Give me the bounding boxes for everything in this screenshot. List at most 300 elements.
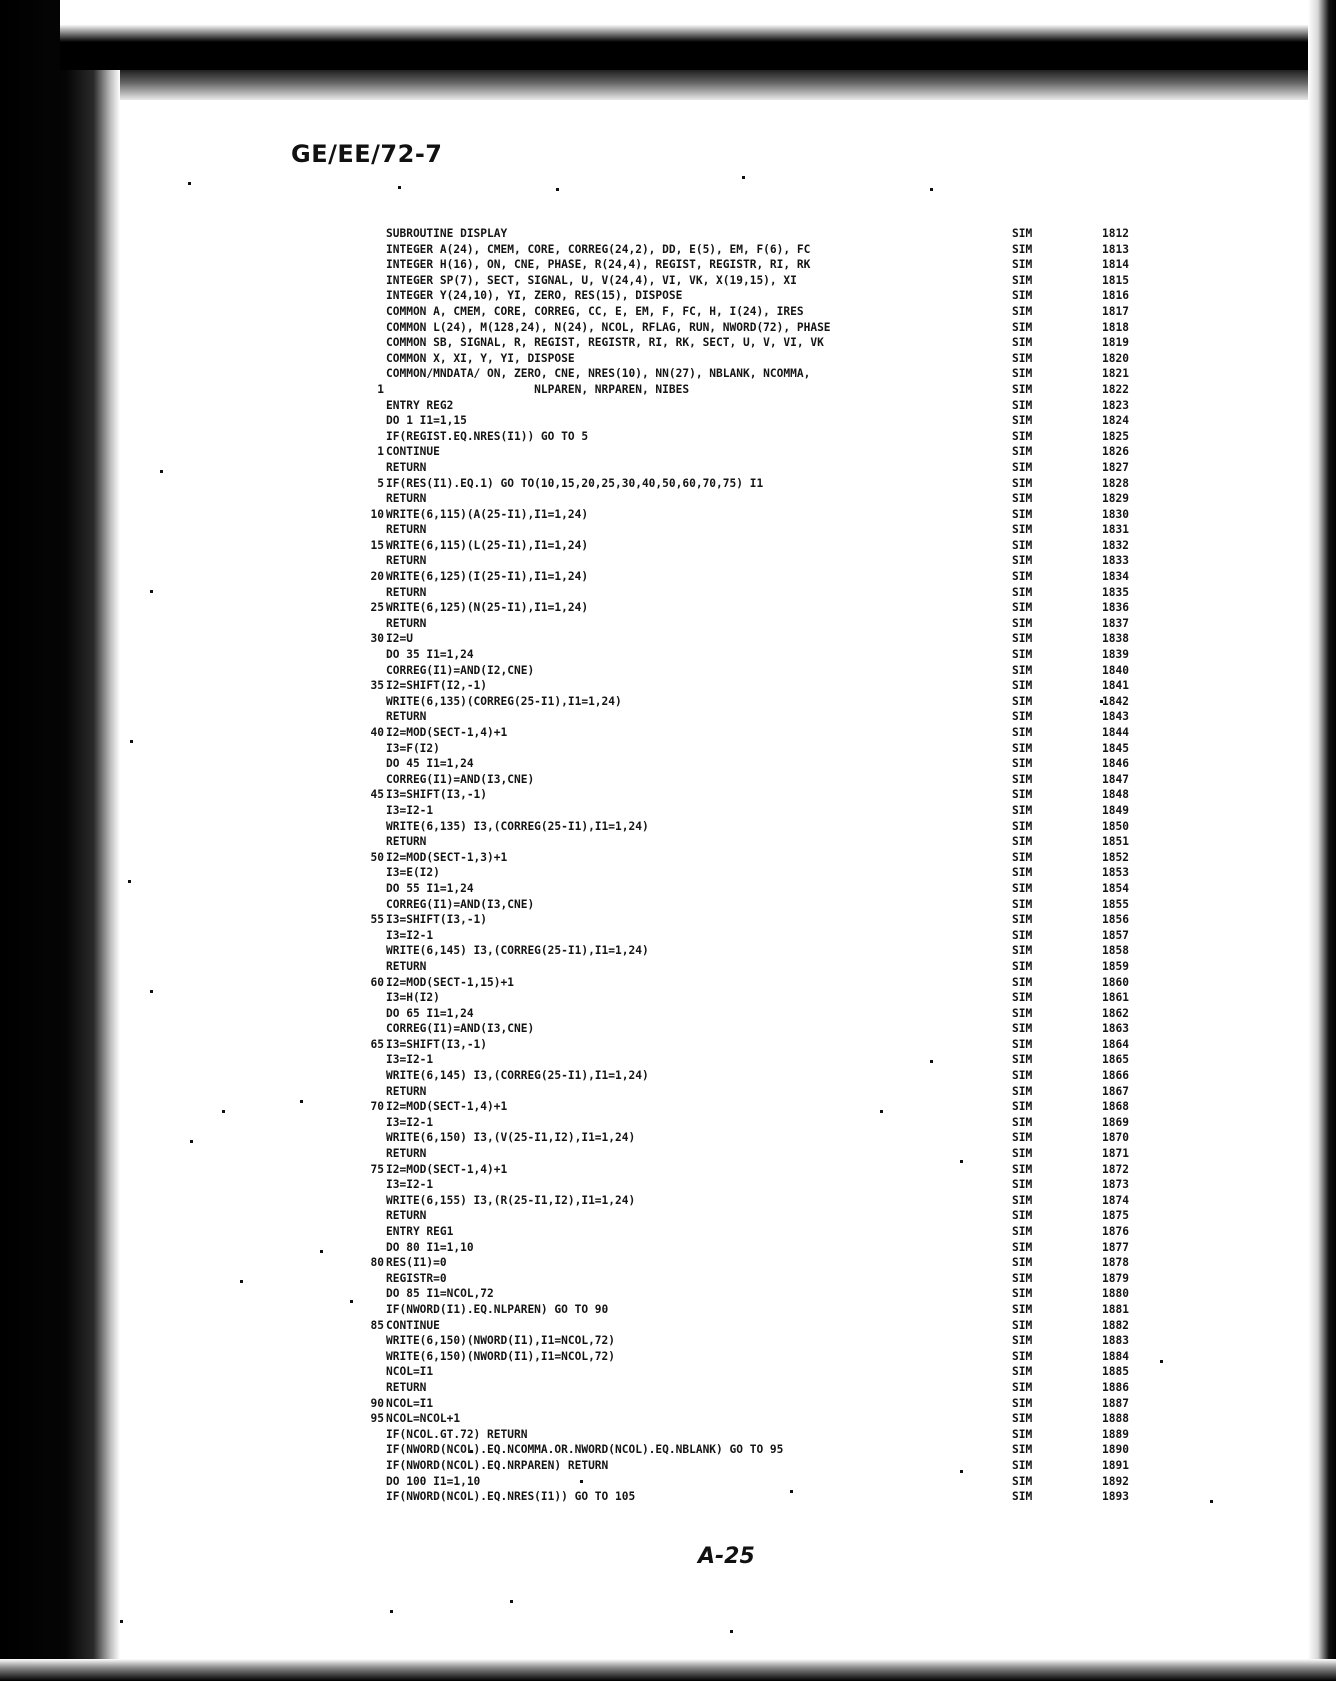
deck-id: SIM: [1012, 336, 1033, 350]
code-line: [330, 476, 1230, 492]
statement-text: CORREG(I1)=AND(I3,CNE): [386, 1022, 535, 1036]
code-line: [330, 772, 1230, 788]
code-line: [330, 491, 1230, 507]
sequence-number: 1853: [1102, 866, 1129, 880]
statement-text: RETURN: [386, 710, 427, 724]
statement-text: IF(REGIST.EQ.NRES(I1)) GO TO 5: [386, 429, 589, 443]
statement-text: COMMON A, CMEM, CORE, CORREG, CC, E, EM, F, FC, H, I(24), IRES: [386, 304, 804, 318]
code-line: [330, 460, 1230, 476]
code-line: [330, 725, 1230, 741]
statement-text: RETURN: [386, 460, 427, 474]
code-line: [330, 1115, 1230, 1131]
sequence-number: 1891: [1102, 1458, 1129, 1472]
deck-id: SIM: [1012, 1458, 1033, 1472]
code-line: [330, 819, 1230, 835]
statement-text: DO 85 I1=NCOL,72: [386, 1287, 494, 1301]
statement-label: 90: [370, 1396, 384, 1410]
statement-text: COMMON L(24), M(128,24), N(24), NCOL, RFLAG, RUN, NWORD(72), PHASE: [386, 320, 831, 334]
code-line: [330, 413, 1230, 429]
statement-text: I3=I2-1: [386, 803, 434, 817]
deck-id: SIM: [1012, 414, 1033, 428]
sequence-number: 1878: [1102, 1256, 1129, 1270]
statement-text: NLPAREN, NRPAREN, NIBES: [386, 382, 690, 396]
sequence-number: 1842: [1102, 694, 1129, 708]
scan-border-bottom: [0, 1659, 1336, 1681]
scan-speck: [510, 1600, 513, 1603]
sequence-number: 1828: [1102, 476, 1129, 490]
deck-id: SIM: [1012, 741, 1033, 755]
sequence-number: 1844: [1102, 726, 1129, 739]
statement-text: I3=I2-1: [386, 1178, 434, 1192]
sequence-number: 1858: [1102, 944, 1129, 958]
deck-id: SIM: [1012, 959, 1033, 973]
sequence-number: 1838: [1102, 632, 1129, 646]
statement-text: WRITE(6,135) I3,(CORREG(25-I1),I1=1,24): [386, 819, 649, 833]
statement-text: I3=SHIFT(I3,-1): [386, 788, 488, 802]
code-line: [330, 382, 1230, 398]
code-line: [330, 242, 1230, 258]
deck-id: SIM: [1012, 1022, 1033, 1036]
sequence-number: 1830: [1102, 507, 1129, 521]
sequence-number: 1861: [1102, 991, 1129, 1005]
scan-border-top: [60, 0, 1336, 70]
scan-speck: [130, 740, 133, 743]
sequence-number: 1851: [1102, 835, 1129, 849]
deck-id: SIM: [1012, 1302, 1033, 1316]
code-line: [330, 304, 1230, 320]
sequence-number: 1824: [1102, 414, 1129, 428]
scan-speck: [190, 1140, 193, 1143]
statement-text: IF(NCOL.GT.72) RETURN: [386, 1427, 528, 1441]
sequence-number: 1880: [1102, 1287, 1129, 1301]
scan-speck: [128, 880, 131, 883]
code-line: [330, 288, 1230, 304]
sequence-number: 1886: [1102, 1380, 1129, 1394]
sequence-number: 1812: [1102, 227, 1129, 240]
sequence-number: 1813: [1102, 242, 1129, 256]
scan-speck: [742, 176, 745, 179]
scan-speck: [160, 470, 163, 473]
code-line: [330, 1364, 1230, 1380]
statement-text: I2=MOD(SECT-1,15)+1: [386, 975, 514, 989]
statement-text: INTEGER H(16), ON, CNE, PHASE, R(24,4), REGIST, REGISTR, RI, RK: [386, 258, 811, 272]
statement-text: DO 1 I1=1,15: [386, 414, 467, 428]
sequence-number: 1819: [1102, 336, 1129, 350]
deck-id: SIM: [1012, 227, 1033, 240]
deck-id: SIM: [1012, 694, 1033, 708]
deck-id: SIM: [1012, 554, 1033, 568]
code-line: [330, 522, 1230, 538]
deck-id: SIM: [1012, 881, 1033, 895]
statement-text: I2=MOD(SECT-1,4)+1: [386, 1162, 508, 1176]
code-line: [330, 366, 1230, 382]
code-line: [330, 1006, 1230, 1022]
statement-text: INTEGER SP(7), SECT, SIGNAL, U, V(24,4), VI, VK, X(19,15), XI: [386, 273, 797, 287]
deck-id: SIM: [1012, 726, 1033, 739]
sequence-number: 1815: [1102, 273, 1129, 287]
code-line: [330, 897, 1230, 913]
statement-text: CORREG(I1)=AND(I3,CNE): [386, 772, 535, 786]
deck-id: SIM: [1012, 1069, 1033, 1083]
statement-text: ENTRY REG2: [386, 398, 454, 412]
statement-text: I3=SHIFT(I3,-1): [386, 1037, 488, 1051]
deck-id: SIM: [1012, 367, 1033, 381]
scan-speck: [730, 1630, 733, 1633]
sequence-number: 1818: [1102, 320, 1129, 334]
deck-id: SIM: [1012, 710, 1033, 724]
code-line: [330, 1318, 1230, 1334]
deck-id: SIM: [1012, 1427, 1033, 1441]
code-line: [330, 257, 1230, 273]
code-line: [330, 1068, 1230, 1084]
code-line: [330, 585, 1230, 601]
code-line: [330, 1458, 1230, 1474]
statement-label: 40: [370, 726, 384, 739]
sequence-number: 1877: [1102, 1240, 1129, 1254]
sequence-number: 1869: [1102, 1115, 1129, 1129]
report-id: GE/EE/72-7: [291, 140, 443, 168]
statement-text: NCOL=I1: [386, 1365, 434, 1379]
statement-label: 65: [370, 1037, 384, 1051]
code-line: [330, 756, 1230, 772]
statement-text: COMMON SB, SIGNAL, R, REGIST, REGISTR, RI, RK, SECT, U, V, VI, VK: [386, 336, 824, 350]
sequence-number: 1871: [1102, 1147, 1129, 1161]
deck-id: SIM: [1012, 1271, 1033, 1285]
code-line: [330, 678, 1230, 694]
code-line: [330, 616, 1230, 632]
statement-text: I3=SHIFT(I3,-1): [386, 913, 488, 927]
code-line: [330, 429, 1230, 445]
deck-id: SIM: [1012, 1412, 1033, 1426]
deck-id: SIM: [1012, 757, 1033, 771]
deck-id: SIM: [1012, 289, 1033, 303]
sequence-number: 1860: [1102, 975, 1129, 989]
sequence-number: 1832: [1102, 538, 1129, 552]
deck-id: SIM: [1012, 382, 1033, 396]
statement-label: 75: [370, 1162, 384, 1176]
sequence-number: 1883: [1102, 1334, 1129, 1348]
deck-id: SIM: [1012, 1193, 1033, 1207]
statement-text: I2=MOD(SECT-1,3)+1: [386, 850, 508, 864]
deck-id: SIM: [1012, 1131, 1033, 1145]
code-line: [330, 507, 1230, 523]
statement-label: 55: [370, 913, 384, 927]
statement-label: 10: [370, 507, 384, 521]
statement-label: 35: [370, 679, 384, 693]
statement-text: DO 45 I1=1,24: [386, 757, 474, 771]
code-line: [330, 1396, 1230, 1412]
deck-id: SIM: [1012, 570, 1033, 584]
code-listing: [330, 226, 1230, 1505]
code-line: [330, 1037, 1230, 1053]
code-line: [330, 444, 1230, 460]
deck-id: SIM: [1012, 507, 1033, 521]
code-line: [330, 1177, 1230, 1193]
deck-id: SIM: [1012, 1037, 1033, 1051]
deck-id: SIM: [1012, 273, 1033, 287]
deck-id: SIM: [1012, 1006, 1033, 1020]
code-line: [330, 335, 1230, 351]
sequence-number: 1862: [1102, 1006, 1129, 1020]
statement-text: WRITE(6,150) I3,(V(25-I1,I2),I1=1,24): [386, 1131, 636, 1145]
statement-text: I3=H(I2): [386, 991, 440, 1005]
sequence-number: 1868: [1102, 1100, 1129, 1114]
sequence-number: 1879: [1102, 1271, 1129, 1285]
sequence-number: 1822: [1102, 382, 1129, 396]
statement-text: RETURN: [386, 1084, 427, 1098]
sequence-number: 1848: [1102, 788, 1129, 802]
scan-border-left: [0, 0, 120, 1681]
sequence-number: 1866: [1102, 1069, 1129, 1083]
deck-id: SIM: [1012, 1349, 1033, 1363]
scan-border-top-shadow: [120, 70, 1336, 100]
deck-id: SIM: [1012, 351, 1033, 365]
code-line: [330, 1474, 1230, 1490]
deck-id: SIM: [1012, 788, 1033, 802]
code-line: [330, 709, 1230, 725]
statement-label: 30: [370, 632, 384, 646]
scan-speck: [188, 182, 191, 185]
scan-speck: [150, 590, 153, 593]
code-line: [330, 928, 1230, 944]
statement-text: IF(RES(I1).EQ.1) GO TO(10,15,20,25,30,40,50,60,70,75) I1: [386, 476, 764, 490]
statement-text: I3=I2-1: [386, 1053, 434, 1067]
statement-text: WRITE(6,145) I3,(CORREG(25-I1),I1=1,24): [386, 1069, 649, 1083]
statement-label: 1: [377, 382, 384, 396]
code-line: [330, 1302, 1230, 1318]
statement-text: DO 100 I1=1,10: [386, 1474, 481, 1488]
statement-label: 80: [370, 1256, 384, 1270]
sequence-number: 1845: [1102, 741, 1129, 755]
code-line: [330, 1271, 1230, 1287]
code-line: [330, 398, 1230, 414]
sequence-number: 1881: [1102, 1302, 1129, 1316]
statement-text: INTEGER A(24), CMEM, CORE, CORREG(24,2), DD, E(5), EM, F(6), FC: [386, 242, 811, 256]
statement-text: I2=MOD(SECT-1,4)+1: [386, 726, 508, 739]
sequence-number: 1885: [1102, 1365, 1129, 1379]
statement-text: IF(NWORD(NCOL).EQ.NCOMMA.OR.NWORD(NCOL).EQ.NBLANK) GO TO 95: [386, 1443, 784, 1457]
deck-id: SIM: [1012, 944, 1033, 958]
statement-text: DO 35 I1=1,24: [386, 648, 474, 662]
statement-text: RETURN: [386, 523, 427, 537]
code-line: [330, 1052, 1230, 1068]
code-line: [330, 1349, 1230, 1365]
sequence-number: 1839: [1102, 648, 1129, 662]
code-line: [330, 912, 1230, 928]
statement-text: WRITE(6,115)(L(25-I1),I1=1,24): [386, 538, 589, 552]
deck-id: SIM: [1012, 1084, 1033, 1098]
code-line: [330, 538, 1230, 554]
code-line: [330, 1489, 1230, 1505]
statement-text: SUBROUTINE DISPLAY: [386, 227, 508, 240]
deck-id: SIM: [1012, 1209, 1033, 1223]
code-line: [330, 1380, 1230, 1396]
statement-label: 50: [370, 850, 384, 864]
sequence-number: 1874: [1102, 1193, 1129, 1207]
statement-text: WRITE(6,150)(NWORD(I1),I1=NCOL,72): [386, 1349, 616, 1363]
statement-text: INTEGER Y(24,10), YI, ZERO, RES(15), DISPOSE: [386, 289, 683, 303]
statement-label: 45: [370, 788, 384, 802]
scan-border-right: [1308, 0, 1336, 1681]
sequence-number: 1888: [1102, 1412, 1129, 1426]
deck-id: SIM: [1012, 913, 1033, 927]
code-line: [330, 1255, 1230, 1271]
statement-text: I2=U: [386, 632, 413, 646]
statement-text: I3=I2-1: [386, 1115, 434, 1129]
page-number: A-25: [698, 1544, 755, 1569]
sequence-number: 1857: [1102, 928, 1129, 942]
sequence-number: 1852: [1102, 850, 1129, 864]
sequence-number: 1847: [1102, 772, 1129, 786]
deck-id: SIM: [1012, 1490, 1033, 1504]
statement-text: WRITE(6,150)(NWORD(I1),I1=NCOL,72): [386, 1334, 616, 1348]
code-line: [330, 1286, 1230, 1302]
deck-id: SIM: [1012, 1115, 1033, 1129]
sequence-number: 1890: [1102, 1443, 1129, 1457]
code-line: [330, 694, 1230, 710]
statement-text: RETURN: [386, 585, 427, 599]
code-line: [330, 1224, 1230, 1240]
code-line: [330, 1130, 1230, 1146]
statement-text: I2=MOD(SECT-1,4)+1: [386, 1100, 508, 1114]
deck-id: SIM: [1012, 1178, 1033, 1192]
deck-id: SIM: [1012, 242, 1033, 256]
statement-text: CORREG(I1)=AND(I3,CNE): [386, 897, 535, 911]
statement-text: I3=F(I2): [386, 741, 440, 755]
sequence-number: 1843: [1102, 710, 1129, 724]
sequence-number: 1893: [1102, 1490, 1129, 1504]
deck-id: SIM: [1012, 601, 1033, 615]
statement-text: RETURN: [386, 959, 427, 973]
code-line: [330, 834, 1230, 850]
scan-speck: [240, 1280, 243, 1283]
statement-text: WRITE(6,135)(CORREG(25-I1),I1=1,24): [386, 694, 622, 708]
statement-text: RETURN: [386, 554, 427, 568]
code-line: [330, 865, 1230, 881]
sequence-number: 1873: [1102, 1178, 1129, 1192]
deck-id: SIM: [1012, 1053, 1033, 1067]
scan-speck: [222, 1110, 225, 1113]
deck-id: SIM: [1012, 819, 1033, 833]
deck-id: SIM: [1012, 897, 1033, 911]
scan-speck: [556, 188, 559, 191]
deck-id: SIM: [1012, 1225, 1033, 1238]
code-line: [330, 881, 1230, 897]
statement-text: RETURN: [386, 616, 427, 630]
sequence-number: 1865: [1102, 1053, 1129, 1067]
code-line: [330, 1021, 1230, 1037]
statement-label: 5: [377, 476, 384, 490]
sequence-number: 1831: [1102, 523, 1129, 537]
deck-id: SIM: [1012, 1162, 1033, 1176]
code-line: [330, 600, 1230, 616]
sequence-number: 1840: [1102, 663, 1129, 677]
sequence-number: 1849: [1102, 803, 1129, 817]
sequence-number: 1833: [1102, 554, 1129, 568]
sequence-number: 1823: [1102, 398, 1129, 412]
code-line: [330, 273, 1230, 289]
code-line: [330, 226, 1230, 242]
statement-text: COMMON/MNDATA/ ON, ZERO, CNE, NRES(10), NN(27), NBLANK, NCOMMA,: [386, 367, 811, 381]
deck-id: SIM: [1012, 398, 1033, 412]
deck-id: SIM: [1012, 460, 1033, 474]
code-line: [330, 631, 1230, 647]
code-line: [330, 741, 1230, 757]
code-line: [330, 1146, 1230, 1162]
statement-label: 70: [370, 1100, 384, 1114]
scan-speck: [120, 1620, 123, 1623]
sequence-number: 1863: [1102, 1022, 1129, 1036]
deck-id: SIM: [1012, 663, 1033, 677]
deck-id: SIM: [1012, 258, 1033, 272]
code-line: [330, 1162, 1230, 1178]
sequence-number: 1889: [1102, 1427, 1129, 1441]
sequence-number: 1882: [1102, 1318, 1129, 1332]
code-line: [330, 351, 1230, 367]
code-line: [330, 1333, 1230, 1349]
deck-id: SIM: [1012, 1287, 1033, 1301]
code-line: [330, 569, 1230, 585]
scan-speck: [150, 990, 153, 993]
statement-text: RETURN: [386, 492, 427, 506]
sequence-number: 1872: [1102, 1162, 1129, 1176]
code-line: [330, 1427, 1230, 1443]
statement-text: RETURN: [386, 835, 427, 849]
deck-id: SIM: [1012, 1318, 1033, 1332]
statement-text: DO 55 I1=1,24: [386, 881, 474, 895]
scan-speck: [320, 1250, 323, 1253]
sequence-number: 1821: [1102, 367, 1129, 381]
sequence-number: 1829: [1102, 492, 1129, 506]
deck-id: SIM: [1012, 538, 1033, 552]
sequence-number: 1854: [1102, 881, 1129, 895]
code-line: [330, 850, 1230, 866]
code-line: [330, 1411, 1230, 1427]
statement-label: 95: [370, 1412, 384, 1426]
statement-text: DO 80 I1=1,10: [386, 1240, 474, 1254]
statement-text: WRITE(6,125)(N(25-I1),I1=1,24): [386, 601, 589, 615]
statement-text: NCOL=NCOL+1: [386, 1412, 461, 1426]
sequence-number: 1817: [1102, 304, 1129, 318]
scan-speck: [390, 1610, 393, 1613]
sequence-number: 1816: [1102, 289, 1129, 303]
sequence-number: 1826: [1102, 445, 1129, 459]
statement-text: NCOL=I1: [386, 1396, 434, 1410]
statement-label: 60: [370, 975, 384, 989]
deck-id: SIM: [1012, 1256, 1033, 1270]
code-line: [330, 975, 1230, 991]
sequence-number: 1814: [1102, 258, 1129, 272]
deck-id: SIM: [1012, 1396, 1033, 1410]
scan-speck: [300, 1100, 303, 1103]
sequence-number: 1892: [1102, 1474, 1129, 1488]
statement-text: RES(I1)=0: [386, 1256, 447, 1270]
sequence-number: 1825: [1102, 429, 1129, 443]
code-line: [330, 1240, 1230, 1256]
deck-id: SIM: [1012, 1443, 1033, 1457]
sequence-number: 1846: [1102, 757, 1129, 771]
sequence-number: 1836: [1102, 601, 1129, 615]
code-line: [330, 1193, 1230, 1209]
scan-speck: [398, 186, 401, 189]
deck-id: SIM: [1012, 1147, 1033, 1161]
sequence-number: 1835: [1102, 585, 1129, 599]
sequence-number: 1867: [1102, 1084, 1129, 1098]
code-line: [330, 1099, 1230, 1115]
statement-text: WRITE(6,155) I3,(R(25-I1,I2),I1=1,24): [386, 1193, 636, 1207]
statement-label: 85: [370, 1318, 384, 1332]
deck-id: SIM: [1012, 991, 1033, 1005]
